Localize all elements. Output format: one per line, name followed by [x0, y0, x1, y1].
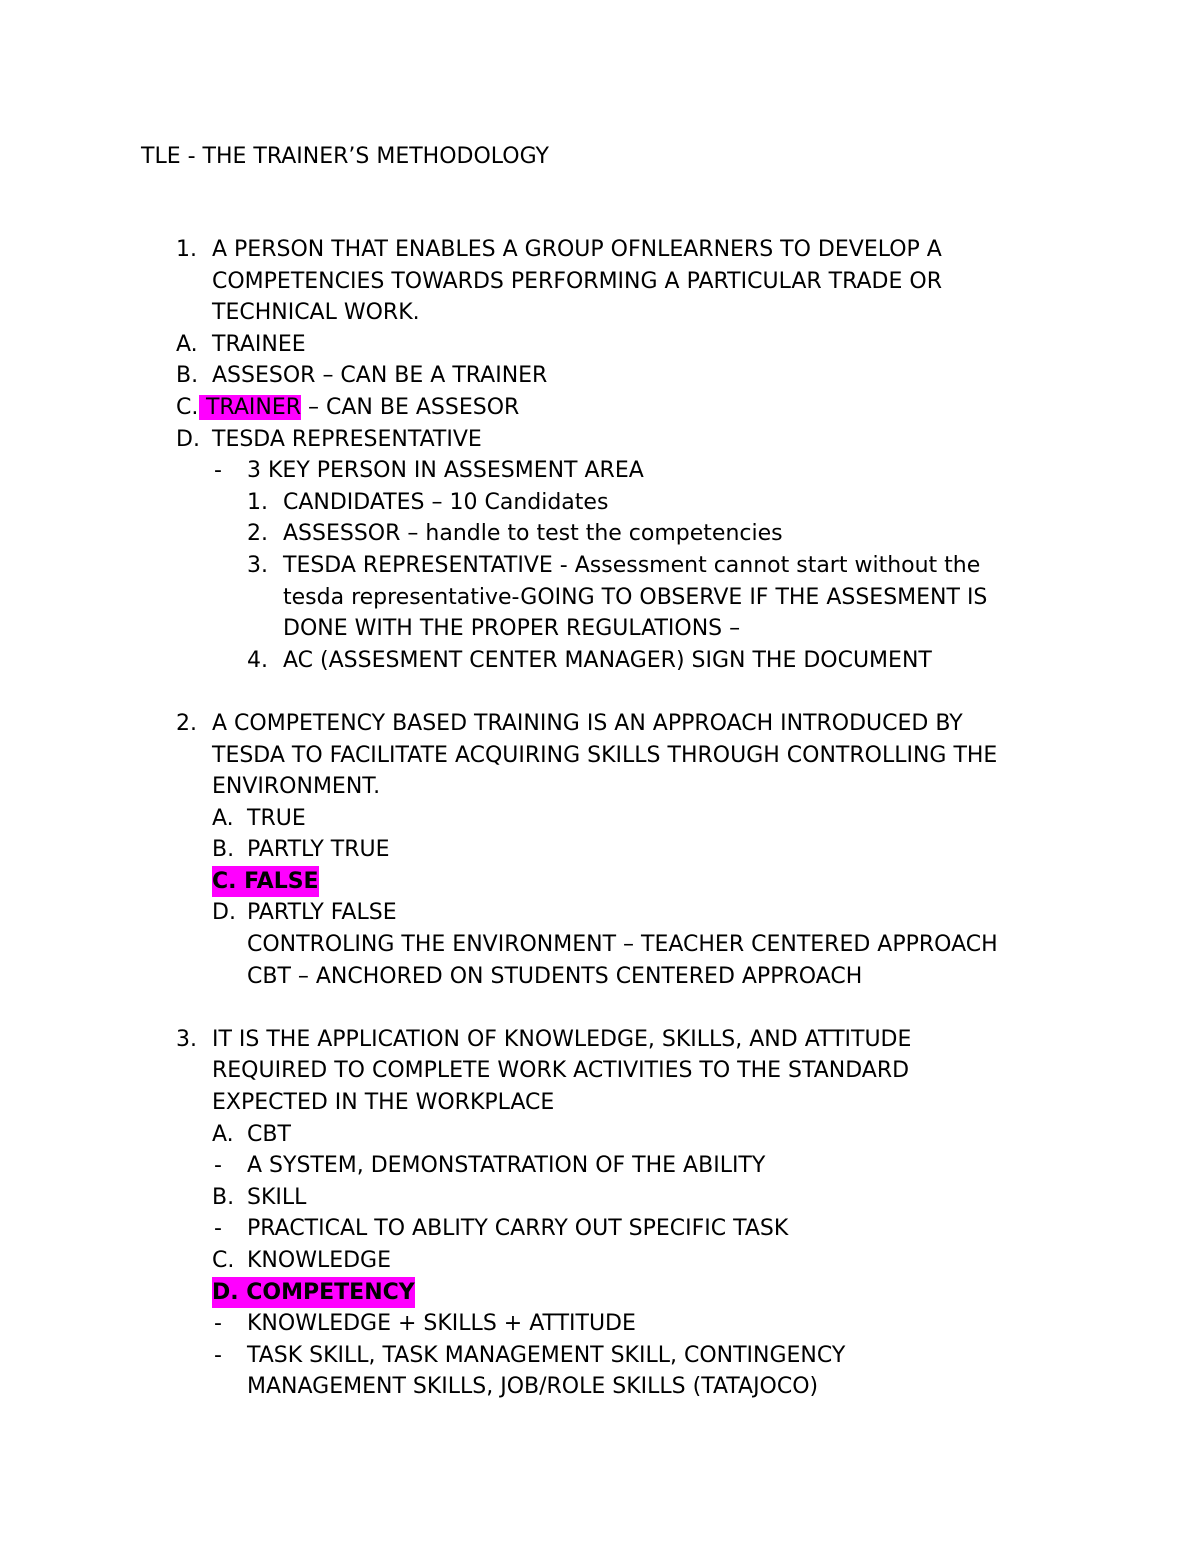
q2-text: A COMPETENCY BASED TRAINING IS AN APPROACH INTRODUCED BY — [212, 710, 963, 736]
q1-text: A PERSON THAT ENABLES A GROUP OFNLEARNERS TO DEVELOP A — [212, 237, 942, 262]
q3-option-b — [0, 1182, 1200, 1214]
bullet-dash: - — [214, 1311, 222, 1337]
bullet-dash: - — [214, 458, 222, 484]
q1-bullet — [0, 455, 1200, 487]
q3-bullet — [0, 1308, 1200, 1340]
q1-option-b — [0, 360, 1200, 392]
bullet-text: MANAGEMENT SKILLS, JOB/ROLE SKILLS (TATAJOCO) — [247, 1374, 819, 1400]
q3-line-3 — [0, 1087, 1200, 1119]
q1-sub-item-1 — [0, 487, 1200, 519]
q3-number: 3. — [176, 1026, 197, 1052]
q3-bullet — [0, 1150, 1200, 1182]
document-title: TLE - THE TRAINER’S METHODOLOGY — [141, 144, 549, 169]
spacer — [0, 992, 1200, 1024]
option-letter: B. — [212, 837, 235, 863]
option-letter: A. — [176, 331, 198, 357]
note-text: CONTROLING THE ENVIRONMENT – TEACHER CENTERED APPROACH — [247, 932, 998, 958]
q3-line-1 — [0, 1024, 1200, 1056]
option-text: TRAINEE — [212, 331, 306, 357]
option-letter: A. — [212, 805, 234, 831]
option-letter: D. — [176, 426, 200, 452]
q1-text: COMPETENCIES TOWARDS PERFORMING A PARTICULAR TRADE OR — [212, 268, 942, 294]
q3-text: IT IS THE APPLICATION OF KNOWLEDGE, SKILLS, AND ATTITUDE — [212, 1026, 912, 1052]
q1-number: 1. — [176, 237, 197, 262]
q2-line-1 — [0, 708, 1200, 740]
option-letter: A. — [212, 1121, 234, 1147]
q2-note — [0, 961, 1200, 993]
option-text: KNOWLEDGE — [247, 1248, 391, 1273]
q2-note — [0, 929, 1200, 961]
q1-option-d — [0, 424, 1200, 456]
q2-text: ENVIRONMENT. — [212, 774, 381, 800]
q3-text: EXPECTED IN THE WORKPLACE — [212, 1090, 555, 1116]
document-body — [0, 234, 1200, 1403]
q1-line-2 — [0, 266, 1200, 298]
q1-sub-item-3-cont — [0, 582, 1200, 614]
bullet-text: KNOWLEDGE + SKILLS + ATTITUDE — [247, 1311, 636, 1337]
q2-line-3 — [0, 771, 1200, 803]
option-letter: D. — [212, 900, 236, 926]
option-letter: C. — [176, 394, 199, 420]
spacer — [0, 676, 1200, 708]
q2-number: 2. — [176, 710, 197, 736]
q3-text: REQUIRED TO COMPLETE WORK ACTIVITIES TO THE STANDARD — [212, 1058, 910, 1084]
option-letter: C. — [212, 1248, 235, 1273]
bullet-text: PRACTICAL TO ABLITY CARRY OUT SPECIFIC TASK — [247, 1216, 789, 1242]
option-text: – CAN BE ASSESOR — [301, 394, 520, 420]
q1-line-3 — [0, 297, 1200, 329]
q1-sub-item-2 — [0, 518, 1200, 550]
q2-text: TESDA TO FACILITATE ACQUIRING SKILLS THROUGH CONTROLLING THE — [212, 742, 998, 768]
q3-line-2 — [0, 1055, 1200, 1087]
q3-bullet — [0, 1340, 1200, 1372]
q2-option-b — [0, 834, 1200, 866]
q1-line-1 — [0, 234, 1200, 266]
sub-number: 3. — [247, 552, 268, 578]
option-text: TESDA REPRESENTATIVE — [212, 426, 482, 452]
q2-option-c — [0, 866, 1200, 898]
option-text: ASSESOR – CAN BE A TRAINER — [212, 363, 548, 389]
bullet-dash: - — [214, 1153, 222, 1179]
bullet-text: 3 KEY PERSON IN ASSESMENT AREA — [247, 458, 644, 484]
answer-highlight: D. COMPETENCY — [212, 1277, 415, 1309]
q1-option-a — [0, 329, 1200, 361]
bullet-text: TASK SKILL, TASK MANAGEMENT SKILL, CONTINGENCY — [247, 1342, 846, 1368]
sub-number: 4. — [247, 647, 268, 673]
q3-bullet — [0, 1213, 1200, 1245]
q3-option-c — [0, 1245, 1200, 1277]
sub-number: 2. — [247, 521, 268, 547]
option-text: SKILL — [247, 1184, 307, 1210]
bullet-dash: - — [214, 1342, 222, 1368]
q2-option-d — [0, 897, 1200, 929]
option-letter: B. — [176, 363, 199, 389]
bullet-text: A SYSTEM, DEMONSTATRATION OF THE ABILITY — [247, 1153, 766, 1179]
option-text: PARTLY FALSE — [247, 900, 397, 926]
bullet-dash: - — [214, 1216, 222, 1242]
q3-bullet-cont — [0, 1371, 1200, 1403]
q1-sub-item-4 — [0, 645, 1200, 677]
q1-option-c — [0, 392, 1200, 424]
sub-text: AC (ASSESMENT CENTER MANAGER) SIGN THE DOCUMENT — [283, 647, 932, 673]
sub-text: TESDA REPRESENTATIVE - Assessment cannot start without the — [283, 552, 981, 578]
sub-text: ASSESSOR – handle to test the competencies — [283, 521, 783, 547]
q2-option-a — [0, 803, 1200, 835]
option-text: CBT — [247, 1121, 291, 1147]
sub-text: CANDIDATES – 10 Candidates — [283, 489, 609, 515]
q1-sub-item-3 — [0, 550, 1200, 582]
sub-text: DONE WITH THE PROPER REGULATIONS – — [283, 616, 741, 642]
q3-option-d — [0, 1277, 1200, 1309]
sub-text: tesda representative-GOING TO OBSERVE IF THE ASSESMENT IS — [283, 584, 988, 610]
answer-highlight: C. FALSE — [212, 866, 319, 898]
sub-number: 1. — [247, 489, 268, 515]
q3-option-a — [0, 1119, 1200, 1151]
note-text: CBT – ANCHORED ON STUDENTS CENTERED APPROACH — [247, 963, 863, 989]
option-letter: B. — [212, 1184, 235, 1210]
option-text: TRUE — [247, 805, 306, 831]
q2-line-2 — [0, 740, 1200, 772]
q1-text: TECHNICAL WORK. — [212, 300, 420, 326]
option-text: PARTLY TRUE — [247, 837, 390, 863]
answer-highlight: TRAINER — [199, 394, 302, 420]
q1-sub-item-3-cont — [0, 613, 1200, 645]
